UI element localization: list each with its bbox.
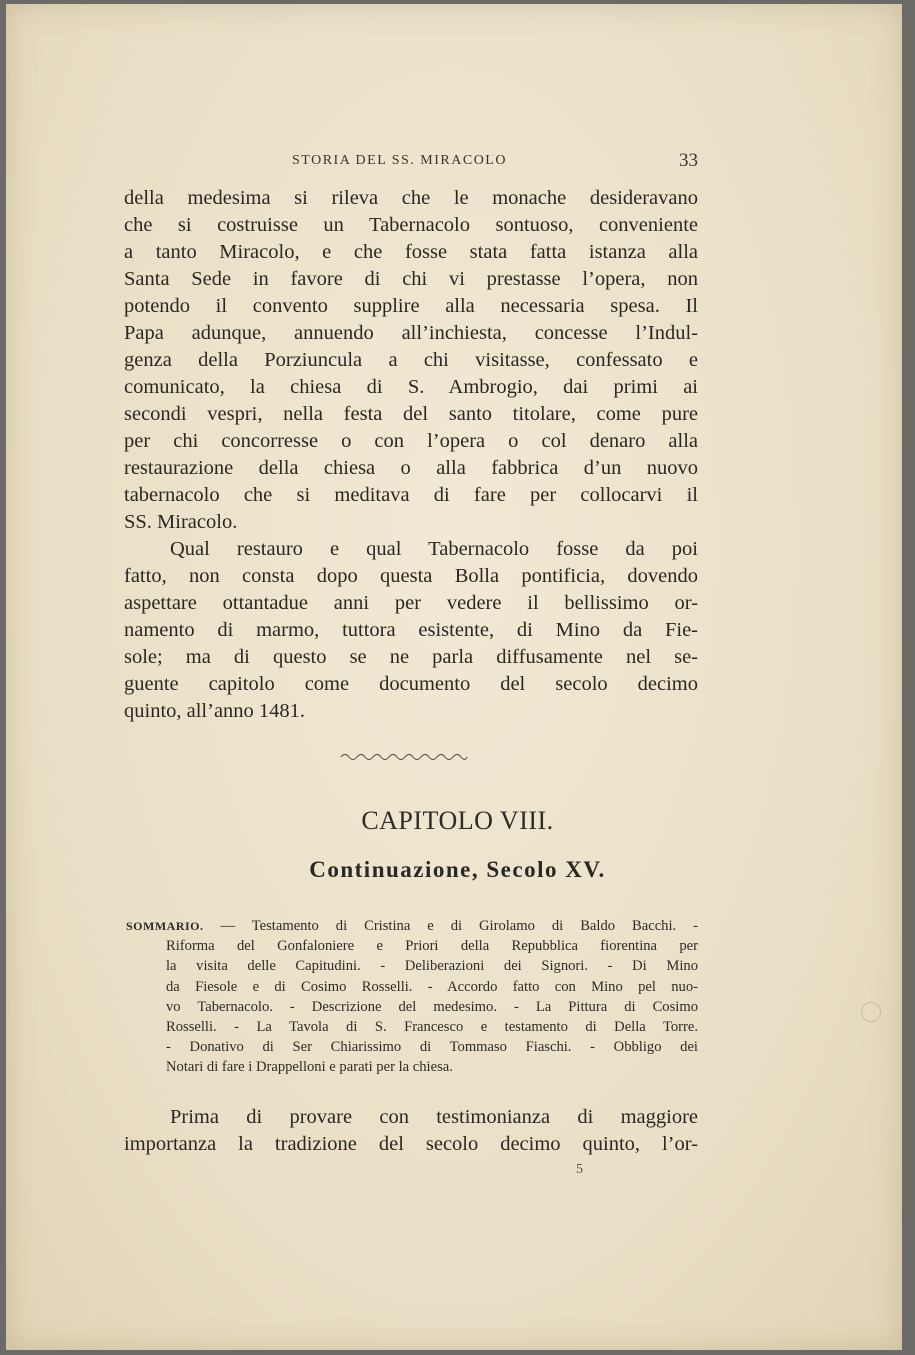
paragraph-3 — [124, 1104, 698, 1158]
text-line: Santa Sede in favore di chi vi prestasse l’opera, non — [124, 268, 698, 290]
signature-mark: 5 — [576, 1162, 583, 1177]
running-head-title: STORIA DEL SS. MIRACOLO — [292, 153, 507, 168]
paragraph-1 — [124, 185, 698, 725]
summary-line — [126, 916, 698, 936]
text-line: namento di marmo, tuttora esistente, di Mino da Fie- — [124, 619, 698, 641]
paper-stain — [861, 1002, 881, 1022]
chapter-subtitle: Continuazione, Secolo XV. — [309, 857, 606, 882]
text-line: che si costruisse un Tabernacolo sontuoso, conveniente — [124, 214, 698, 236]
text-line: tabernacolo che si meditava di fare per collocarvi il — [124, 484, 698, 506]
text-line: genza della Porziuncula a chi visitasse, confessato e — [124, 349, 698, 371]
text-line: aspettare ottantadue anni per vedere il bellissimo or- — [124, 592, 698, 614]
summary-line: vo Tabernacolo. - Descrizione del medesimo. - La Pittura di Cosimo — [166, 998, 698, 1015]
text-line: Prima di provare con testimonianza di maggiore — [170, 1106, 698, 1128]
text-line: fatto, non consta dopo questa Bolla pontificia, dovendo — [124, 565, 698, 587]
text-line: Qual restauro e qual Tabernacolo fosse da poi — [170, 538, 698, 560]
summary-line: la visita delle Capitudini. - Deliberazioni dei Signori. - Di Mino — [166, 958, 698, 975]
text-line: a tanto Miracolo, e che fosse stata fatta istanza alla — [124, 241, 698, 263]
text-line: guente capitolo come documento del secolo decimo — [124, 673, 698, 695]
summary-line: - Donativo di Ser Chiarissimo di Tommaso Fiaschi. - Obbligo dei — [166, 1039, 698, 1056]
summary-line-text: — Testamento di Cristina e di Girolamo di Baldo Bacchi. - — [220, 918, 699, 934]
summary-line: da Fiesole e di Cosimo Rosselli. - Accordo fatto con Mino pel nuo- — [166, 978, 698, 995]
running-head — [292, 150, 698, 171]
text-line: importanza la tradizione del secolo decimo quinto, l’or- — [124, 1133, 698, 1155]
chapter-summary — [126, 916, 698, 1078]
text-line: secondi vespri, nella festa del santo titolare, come pure — [124, 403, 698, 425]
wavy-divider-ornament — [339, 750, 469, 764]
text-line: sole; ma di questo se ne parla diffusamente nel se- — [124, 646, 698, 668]
text-line: SS. Miracolo. — [124, 511, 238, 533]
text-line: comunicato, la chiesa di S. Ambrogio, dai primi ai — [124, 376, 698, 398]
text-line: per chi concorresse o con l’opera o col denaro alla — [124, 430, 698, 452]
text-line: potendo il convento supplire alla necessaria spesa. Il — [124, 295, 698, 317]
chapter-title: CAPITOLO VIII. — [361, 806, 554, 835]
text-line: quinto, all’anno 1481. — [124, 700, 306, 722]
page-number: 33 — [679, 150, 698, 171]
summary-line: Notari di fare i Drappelloni e parati per la chiesa. — [166, 1059, 453, 1076]
summary-label: SOMMARIO. — [126, 919, 204, 933]
text-line: della medesima si rileva che le monache desideravano — [124, 187, 698, 209]
text-line: restaurazione della chiesa o alla fabbrica d’un nuovo — [124, 457, 698, 479]
summary-line: Rosselli. - La Tavola di S. Francesco e testamento di Della Torre. — [166, 1019, 698, 1036]
summary-line: Riforma del Gonfaloniere e Priori della Repubblica fiorentina per — [166, 938, 698, 955]
text-line: Papa adunque, annuendo all’inchiesta, concesse l’Indul- — [124, 322, 698, 344]
